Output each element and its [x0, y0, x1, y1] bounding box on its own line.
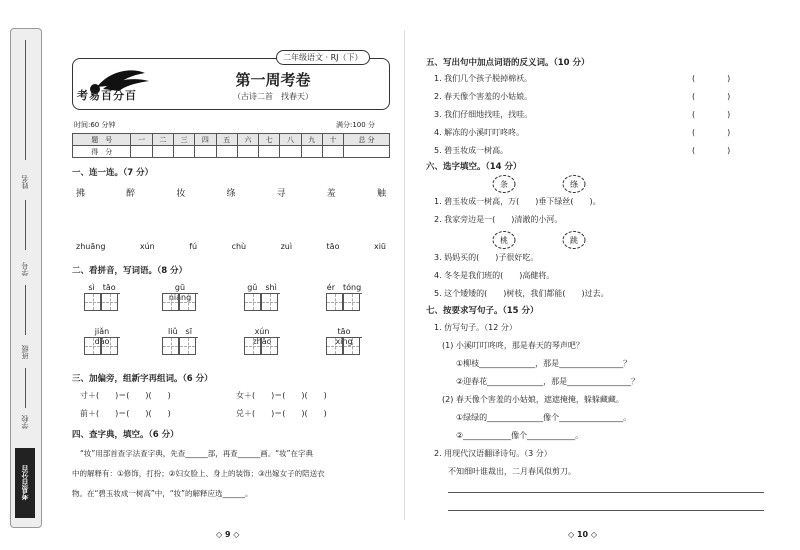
char-item[interactable]: 触 [376, 189, 386, 199]
score-input-cell[interactable] [195, 146, 216, 158]
writing-cell[interactable] [244, 294, 261, 311]
score-value-row [73, 146, 390, 158]
option-char: 条 [492, 174, 516, 194]
poem-line: 不知细叶谁裁出，二月春风似剪刀。 [448, 467, 576, 476]
radical-item[interactable]: 兑＋( )＝( )( ) [236, 409, 327, 418]
pinyin-label: xún zhǎo [244, 326, 280, 338]
pinyin-item[interactable]: chù [231, 242, 247, 251]
fill-item[interactable]: 5. 这个矮矮的( )树枝，我们都能( )过去。 [434, 289, 609, 298]
table-cell: 九 [301, 134, 322, 146]
score-input-cell[interactable] [131, 146, 152, 158]
table-cell: 七 [259, 134, 280, 146]
section-5-title: 五、写出句中加点词语的反义词。（10 分） [426, 58, 590, 68]
right-page [420, 0, 780, 550]
pinyin-label: liǔ sī [162, 326, 198, 338]
answer-blank[interactable]: ( ) [692, 92, 731, 101]
writing-cell[interactable] [326, 294, 343, 311]
option-char: 跳 [562, 230, 586, 250]
sub-question: 1. 仿写句子。（12 分） [434, 323, 517, 332]
pinyin-item[interactable]: fú [189, 242, 198, 251]
score-input-cell[interactable] [237, 146, 258, 158]
section-1-title: 一、连一连。（7 分） [72, 168, 154, 178]
writing-cell[interactable] [343, 338, 360, 355]
pinyin-item[interactable]: zhuāng [76, 242, 106, 251]
section-6-title: 六、选字填空。（14 分） [426, 162, 522, 172]
char-item[interactable]: 妆 [176, 189, 186, 199]
answer-blank[interactable]: ( ) [692, 146, 731, 155]
sentence-blank[interactable]: ①绿绿的______________像个________________。 [456, 413, 632, 422]
pinyin-writing-box [244, 326, 280, 355]
name-line [25, 40, 26, 160]
answer-blank[interactable]: ( ) [692, 110, 731, 119]
sub-question: 2. 用现代汉语翻译诗句。（3 分） [434, 449, 552, 458]
writing-cell[interactable] [179, 294, 196, 311]
logo-text: 考易百分百 [77, 89, 137, 102]
table-cell: 八 [280, 134, 301, 146]
pinyin-writing-box [84, 326, 120, 355]
writing-cell[interactable] [162, 294, 179, 311]
pinyin-writing-box [244, 282, 280, 311]
section-3-title: 三、加偏旁，组新字再组词。（6 分） [72, 374, 213, 384]
pinyin-label: jiǎn dāo [84, 326, 120, 338]
exam-header [72, 58, 390, 110]
writing-cell[interactable] [84, 338, 101, 355]
fill-item[interactable]: 4. 冬冬是我们班的( )高健将。 [434, 271, 555, 280]
score-input-cell[interactable] [280, 146, 301, 158]
full-score: 满分:100 分 [336, 121, 375, 129]
answer-blank[interactable]: ( ) [692, 74, 731, 83]
class-label: 班级 [21, 345, 29, 359]
school-label: 学校 [21, 415, 29, 429]
char-item[interactable]: 醉 [126, 189, 136, 199]
pinyin-row [76, 242, 386, 251]
section-7-title: 七、按要求写句子。（15 分） [426, 306, 539, 316]
answer-blank[interactable]: ( ) [692, 128, 731, 137]
pinyin-item[interactable]: xún [139, 242, 155, 251]
binding-strip [0, 0, 58, 550]
exam-time: 时间:60 分钟 [74, 121, 116, 129]
score-input-cell[interactable] [174, 146, 195, 158]
char-item[interactable]: 羞 [326, 189, 336, 199]
writing-cell[interactable] [179, 338, 196, 355]
antonym-item: 5. 碧玉妆成一树高。 [434, 146, 509, 155]
score-input-cell[interactable] [322, 146, 343, 158]
table-cell: 二 [152, 134, 173, 146]
dictionary-text: 物。在“碧玉妆成一树高”中，“妆”的解释应选______。 [72, 489, 253, 498]
table-cell: 四 [195, 134, 216, 146]
answer-line[interactable] [448, 492, 764, 493]
writing-cell[interactable] [162, 338, 179, 355]
table-cell: 五 [216, 134, 237, 146]
page-title: 第一周考卷 [235, 71, 311, 89]
name-label: 姓名 [21, 175, 29, 189]
score-input-cell[interactable] [344, 146, 390, 158]
section-2-title: 二、看拼音，写词语。（8 分） [72, 266, 188, 276]
fill-item[interactable]: 2. 我家旁边是一( )清澈的小河。 [434, 215, 563, 224]
option-char: 桃 [492, 230, 516, 250]
page-number-left: ◇ 9 ◇ [216, 530, 240, 539]
writing-cell[interactable] [343, 294, 360, 311]
dictionary-text: 中的解释有：①修饰，打扮；②妇女脸上、身上的装饰；③出嫁女子的陪送衣 [72, 469, 325, 478]
radical-item[interactable]: 寸＋( )＝( )( ) [80, 391, 171, 400]
antonym-item: 3. 我们仔细地找哇，找哇。 [434, 110, 533, 119]
score-input-cell[interactable] [301, 146, 322, 158]
pinyin-writing-box [326, 326, 362, 355]
radical-item[interactable]: 女＋( )＝( )( ) [236, 391, 327, 400]
table-cell: 十 [322, 134, 343, 146]
pinyin-writing-box [162, 326, 198, 355]
char-row [76, 186, 386, 199]
table-cell: 六 [237, 134, 258, 146]
table-cell: 得 分 [73, 146, 131, 158]
dictionary-text: “妆”用部首查字法查字典，先查______部，再查______画。“妆”在字典 [80, 449, 314, 458]
fill-item[interactable]: 3. 妈妈买的( )子很好吃。 [434, 253, 539, 262]
score-input-cell[interactable] [216, 146, 237, 158]
pinyin-item[interactable]: xiū [373, 242, 386, 251]
binding-brand: 考易百分百 [15, 448, 35, 518]
score-input-cell[interactable] [259, 146, 280, 158]
page-number-right: ◇ 10 ◇ [568, 530, 598, 539]
table-cell: 一 [131, 134, 152, 146]
sentence-blank[interactable]: ②迎春花______________，那是________________？ [456, 377, 640, 386]
char-item[interactable]: 寻 [276, 189, 286, 199]
pinyin-writing-box [326, 282, 362, 311]
pinyin-label: tāo xíng [326, 326, 362, 338]
class-line [25, 285, 26, 335]
antonym-item: 2. 春天像个害羞的小姑娘。 [434, 92, 533, 101]
sentence-blank[interactable]: ②____________像个____________。 [456, 431, 584, 440]
writing-cell[interactable] [101, 338, 118, 355]
writing-cell[interactable] [261, 294, 278, 311]
score-input-cell[interactable] [152, 146, 173, 158]
writing-cell[interactable] [326, 338, 343, 355]
pinyin-label: sì tāo [84, 282, 120, 294]
sentence-example: (2) 春天像个害羞的小姑娘，遮遮掩掩，躲躲藏藏。 [442, 395, 624, 404]
pinyin-writing-box [162, 282, 198, 311]
char-item[interactable]: 绦 [226, 189, 236, 199]
left-page [64, 0, 394, 550]
pinyin-item[interactable]: tāo [326, 242, 340, 251]
table-cell: 三 [174, 134, 195, 146]
table-cell: 总 分 [344, 134, 390, 146]
writing-cell[interactable] [101, 294, 118, 311]
page-fold [404, 30, 405, 520]
grade-tag: 二年级语文 · RJ（下） [276, 50, 370, 65]
option-char: 绦 [562, 174, 586, 194]
score-table [72, 133, 390, 158]
antonym-item: 1. 我们几个孩子脱掉棉袄。 [434, 74, 533, 83]
score-header-row [73, 134, 390, 146]
page-subtitle: （古诗二首 找春天） [233, 92, 313, 101]
school-line [25, 368, 26, 408]
radical-item[interactable]: 前＋( )＝( )( ) [80, 409, 171, 418]
pinyin-label: gǔ shì [244, 282, 280, 294]
fill-item[interactable]: 1. 碧玉妆成一树高，万( )垂下绿丝( )。 [434, 197, 601, 206]
pinyin-item[interactable]: zuì [280, 242, 293, 251]
id-label: 学号 [21, 262, 29, 276]
sentence-example: (1) 小溪叮叮咚咚，那是春天的琴声吧？ [442, 341, 584, 350]
writing-cell[interactable] [84, 294, 101, 311]
antonym-item: 4. 解冻的小溪叮叮咚咚。 [434, 128, 525, 137]
section-4-title: 四、查字典，填空。（6 分） [72, 430, 179, 440]
sentence-blank[interactable]: ①柳枝______________，那是________________？ [456, 359, 632, 368]
pinyin-label: gū niang [162, 282, 198, 294]
char-item[interactable]: 拂 [76, 189, 86, 199]
writing-cell[interactable] [244, 338, 261, 355]
answer-line[interactable] [448, 510, 764, 511]
writing-cell[interactable] [261, 338, 278, 355]
table-cell: 题 号 [73, 134, 131, 146]
id-line [25, 200, 26, 250]
pinyin-label: ér tóng [326, 283, 362, 292]
pinyin-writing-box [84, 282, 120, 311]
